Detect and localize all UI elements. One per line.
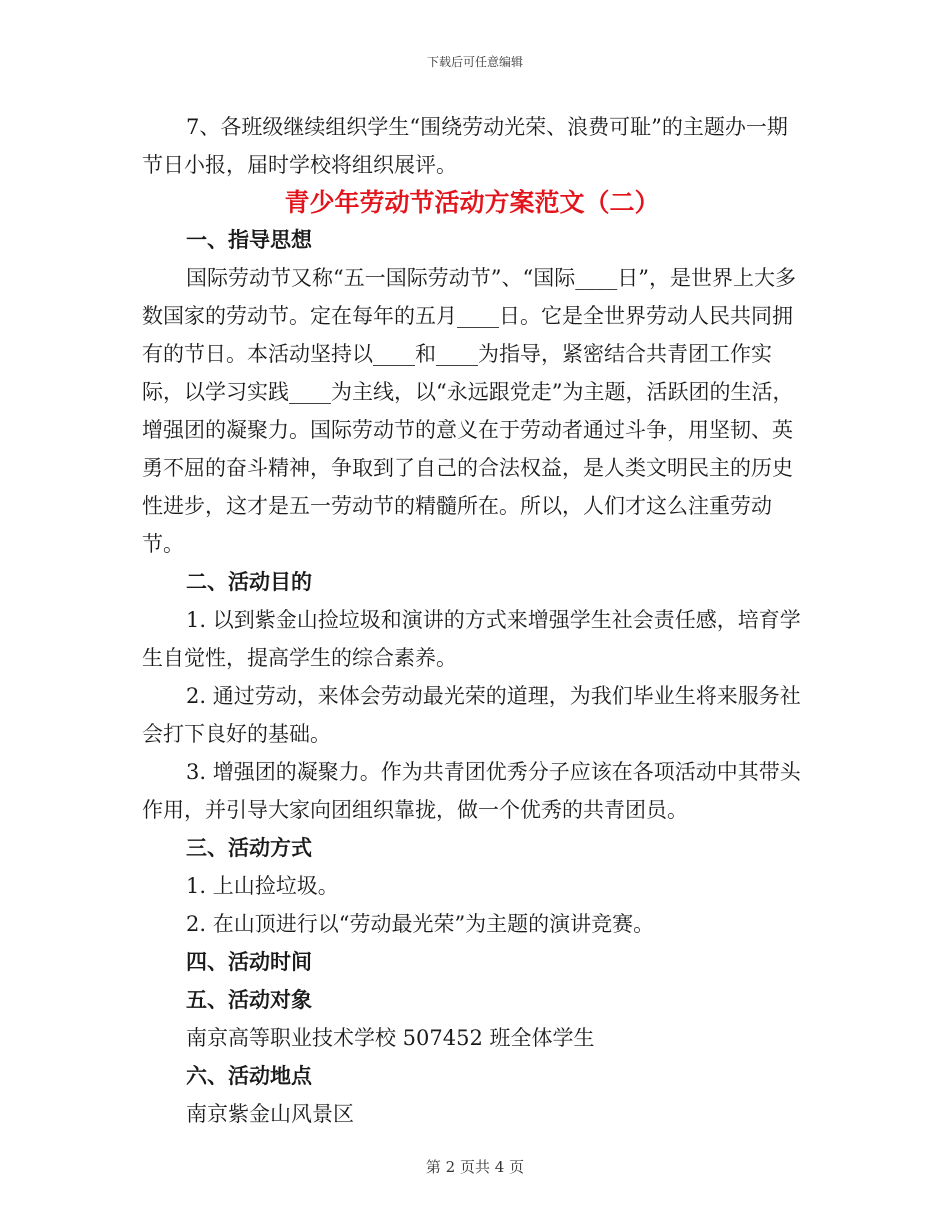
goal-1-paragraph: 1. 以到紫金山捡垃圾和演讲的方式来增强学生社会责任感，培育学生自觉性，提高学生的综合素养。 xyxy=(142,608,801,670)
page-header: 下载后可任意编辑 xyxy=(426,55,523,69)
heading-guiding-ideology: 一、指导思想 xyxy=(186,227,312,252)
goal-3-paragraph: 3. 增强团的凝聚力。作为共青团优秀分子应该在各项活动中其带头作用，并引导大家向团组织靠拢，做一个优秀的共青团员。 xyxy=(142,760,801,822)
heading-activity-location: 六、活动地点 xyxy=(186,1063,312,1088)
item-7-paragraph: 7、各班级继续组织学生“围绕劳动光荣、浪费可耻”的主题办一期节日小报，届时学校将组织展评。 xyxy=(142,115,788,177)
target-paragraph: 南京高等职业技术学校 507452 班全体学生 xyxy=(186,1026,595,1050)
heading-activity-target: 五、活动对象 xyxy=(186,987,312,1012)
goal-2-paragraph: 2. 通过劳动，来体会劳动最光荣的道理，为我们毕业生将来服务社会打下良好的基础。 xyxy=(142,684,801,746)
method-1-paragraph: 1. 上山捡垃圾。 xyxy=(186,874,339,898)
heading-activity-purpose: 二、活动目的 xyxy=(186,569,312,594)
page-footer: 第 2 页共 4 页 xyxy=(425,1158,525,1176)
document-body xyxy=(142,108,802,1133)
location-paragraph: 南京紫金山风景区 xyxy=(186,1102,354,1126)
intro-paragraph: 国际劳动节又称“五一国际劳动节”、“国际____日”，是世界上大多数国家的劳动节。定在每年的五月____日。它是全世界劳动人民共同拥有的节日。本活动坚持以____和____为指导，紧密结合共青团工作实际，以学习实践____为主线，以“永远跟党走”为主题，活跃团的生活，增强团的凝聚力。国际劳动节的意义在于劳动者通过斗争，用坚韧、英勇不屈的奋斗精神，争取到了自己的合法权益，是人类文明民主的历史性进步，这才是五一劳动节的精髓所在。所以，人们才这么注重劳动节。 xyxy=(142,266,796,556)
method-2-paragraph: 2. 在山顶进行以“劳动最光荣”为主题的演讲竞赛。 xyxy=(186,912,655,936)
heading-activity-time: 四、活动时间 xyxy=(186,949,312,974)
section-title: 青少年劳动节活动方案范文（二） xyxy=(284,188,660,217)
heading-activity-method: 三、活动方式 xyxy=(186,835,312,860)
